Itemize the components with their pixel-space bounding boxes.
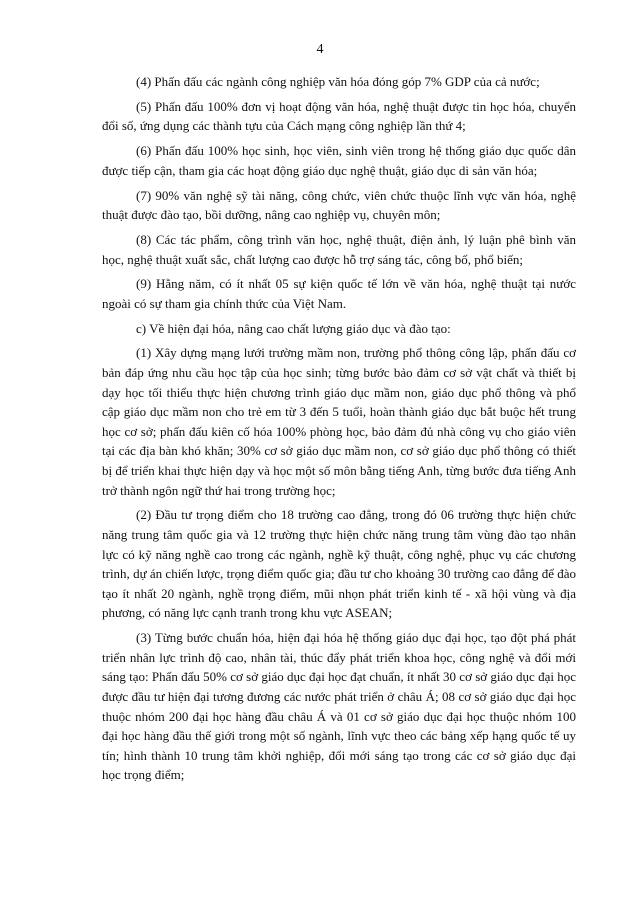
- page-number: 4: [316, 42, 324, 57]
- section-heading-education: c) Về hiện đại hóa, nâng cao chất lượng giáo dục và đào tạo:: [136, 320, 451, 336]
- paragraph-digital-transformation: (5) Phấn đấu 100% đơn vị hoạt động văn hóa, nghệ thuật được tin học hóa, chuyển đổi số, ứng dụng các thành tựu của Cách mạng công nghiệp lần thứ 4;: [102, 98, 576, 134]
- paragraph-works-support: (8) Các tác phẩm, công trình văn học, nghệ thuật, điện ảnh, lý luận phê bình văn học, nghệ thuật xuất sắc, chất lượng cao được hỗ trợ sáng tác, công bố, phổ biến;: [102, 231, 576, 267]
- paragraph-school-network: (1) Xây dựng mạng lưới trường mầm non, trường phổ thông công lập, phấn đấu cơ bản đáp ứng nhu cầu học tập của học sinh; từng bước bảo đảm cơ sở vật chất và thiết bị dạy học tối thiểu thực hiện chương trình giáo dục mầm non, giáo dục phổ thông và phổ cập giáo dục mầm non cho trẻ em từ 3 đến 5 tuổi, hoàn thành giáo dục bắt buộc hết trung học cơ sở; phấn đấu kiên cố hóa 100% phòng học, bảo đảm đủ nhà công vụ cho giáo viên tại các địa bàn khó khăn; 30% cơ sở giáo dục mầm non, cơ sở giáo dục phổ thông có thiết bị để triển khai thực hiện dạy và học một số môn bằng tiếng Anh, từng bước đưa tiếng Anh trở thành ngôn ngữ thứ hai trong trường học;: [102, 345, 576, 498]
- paragraph-international-events: (9) Hằng năm, có ít nhất 05 sự kiện quốc tế lớn về văn hóa, nghệ thuật tại nước ngoài có sự tham gia chính thức của Việt Nam.: [102, 276, 576, 311]
- paragraph-higher-education: (3) Từng bước chuẩn hóa, hiện đại hóa hệ thống giáo dục đại học, tạo đột phá phát triển nhân lực trình độ cao, nhân tài, thúc đẩy phát triển khoa học, công nghệ và đổi mới sáng tạo: Phấn đấu 50% cơ sở giáo dục đại học đạt chuẩn, ít nhất 30 cơ sở giáo dục đại học được đầu tư hiện đại tương đương các nước phát triển ở châu Á; 08 cơ sở giáo dục đại học thuộc nhóm 200 đại học hàng đầu châu Á và 01 cơ sở giáo dục đại học thuộc nhóm 100 đại học hàng đầu thế giới trong một số ngành, lĩnh vực theo các bảng xếp hạng quốc tế uy tín; hình thành 10 trung tâm khởi nghiệp, đổi mới sáng tạo trong các cơ sở giáo dục đại học trọng điểm;: [102, 630, 576, 783]
- paragraph-culture-industry-gdp: (4) Phấn đấu các ngành công nghiệp văn hóa đóng góp 7% GDP của cả nước;: [136, 74, 540, 89]
- paragraph-colleges-investment: (2) Đầu tư trọng điểm cho 18 trường cao đẳng, trong đó 06 trường thực hiện chức năng trung tâm quốc gia và 12 trường thực hiện chức năng trung tâm vùng đào tạo nhân lực có kỹ năng nghề cao trong các ngành, nghề kỹ thuật, công nghệ, phục vụ các chương trình, dự án chiến lược, trọng điểm quốc gia; đầu tư cho khoảng 30 trường cao đẳng để đào tạo ít nhất 20 ngành, nghề trọng điểm, mũi nhọn phát triển kinh tế - xã hội vùng và địa phương, có năng lực cạnh tranh trong khu vực ASEAN;: [102, 507, 576, 621]
- paragraph-artist-training: (7) 90% văn nghệ sỹ tài năng, công chức, viên chức thuộc lĩnh vực văn hóa, nghệ thuật được đào tạo, bồi dưỡng, nâng cao nghiệp vụ, chuyên môn;: [102, 187, 576, 223]
- document-body: [102, 72, 576, 790]
- paragraph-arts-education-access: (6) Phấn đấu 100% học sinh, học viên, sinh viên trong hệ thống giáo dục quốc dân được tiếp cận, tham gia các hoạt động giáo dục nghệ thuật, giáo dục di sản văn hóa;: [102, 143, 576, 178]
